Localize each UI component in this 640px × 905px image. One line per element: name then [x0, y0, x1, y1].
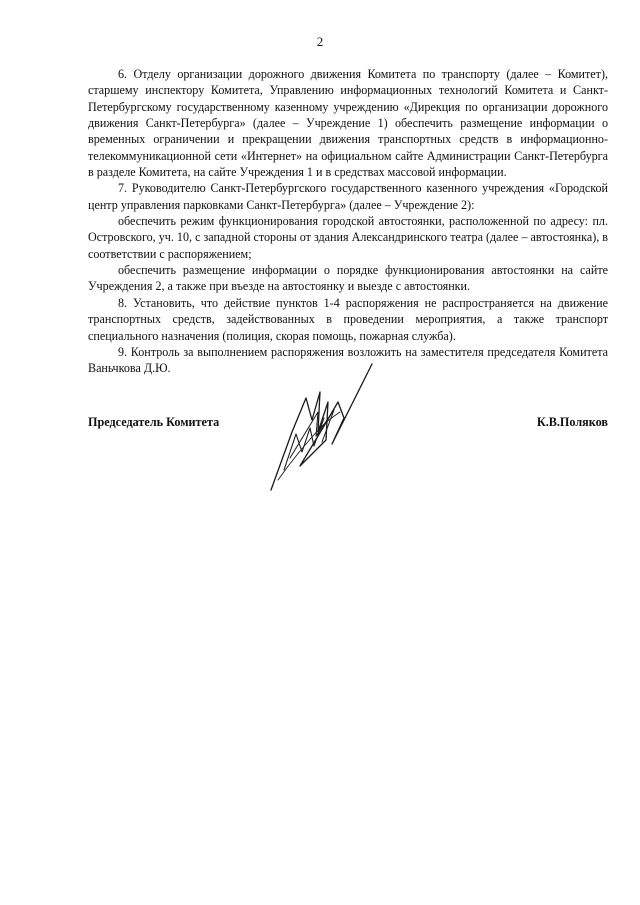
- paragraph-item-6: 6. Отделу организации дорожного движения Комитета по транспорту (далее – Комитет), старшему инспектору Комитета, Управлению информационных технологий Комитета и Санкт-Петербургскому государственному казенному учреждению «Дирекция по организации дорожного движения Санкт-Петербурга» (далее – Учреждение 1) обеспечить размещение информации о временных ограничении и прекращении движения транспортных средств в информационно-телекоммуникационной сети «Интернет» на официальном сайте Администрации Санкт-Петербурга в разделе Комитета, на сайте Учреждения 1 и в средствах массовой информации.: [88, 67, 608, 180]
- signatory-position: Председатель Комитета: [88, 415, 220, 429]
- paragraph-item-7-sub-2: обеспечить размещение информации о порядке функционирования автостоянки на сайте Учреждения 2, а также при въезде на автостоянку и выезде с автостоянки.: [88, 263, 608, 294]
- document-body: [88, 66, 608, 377]
- page-number: 2: [316, 34, 324, 49]
- paragraph-item-8: 8. Установить, что действие пунктов 1-4 распоряжения не распространяется на движение транспортных средств, задействованных в проведении мероприятия, а также транспорт специального назначения (полиция, скорая помощь, пожарная служба).: [88, 295, 608, 343]
- paragraph-item-9: 9. Контроль за выполнением распоряжения возложить на заместителя председателя Комитета Ваньчкова Д.Ю.: [88, 344, 608, 376]
- handwritten-signature: [262, 362, 380, 494]
- signatory-name: К.В.Поляков: [536, 415, 608, 429]
- paragraph-item-7: 7. Руководителю Санкт-Петербургского государственного казенного учреждения «Городской центр управления парковками Санкт-Петербурга» (далее – Учреждение 2):: [88, 181, 608, 212]
- paragraph-item-7-sub-1: обеспечить режим функционирования городской автостоянки, расположенной по адресу: пл. Островского, уч. 10, с западной стороны от здания Александринского театра (далее – автостоянка), в соответствии с распоряжением;: [88, 214, 608, 261]
